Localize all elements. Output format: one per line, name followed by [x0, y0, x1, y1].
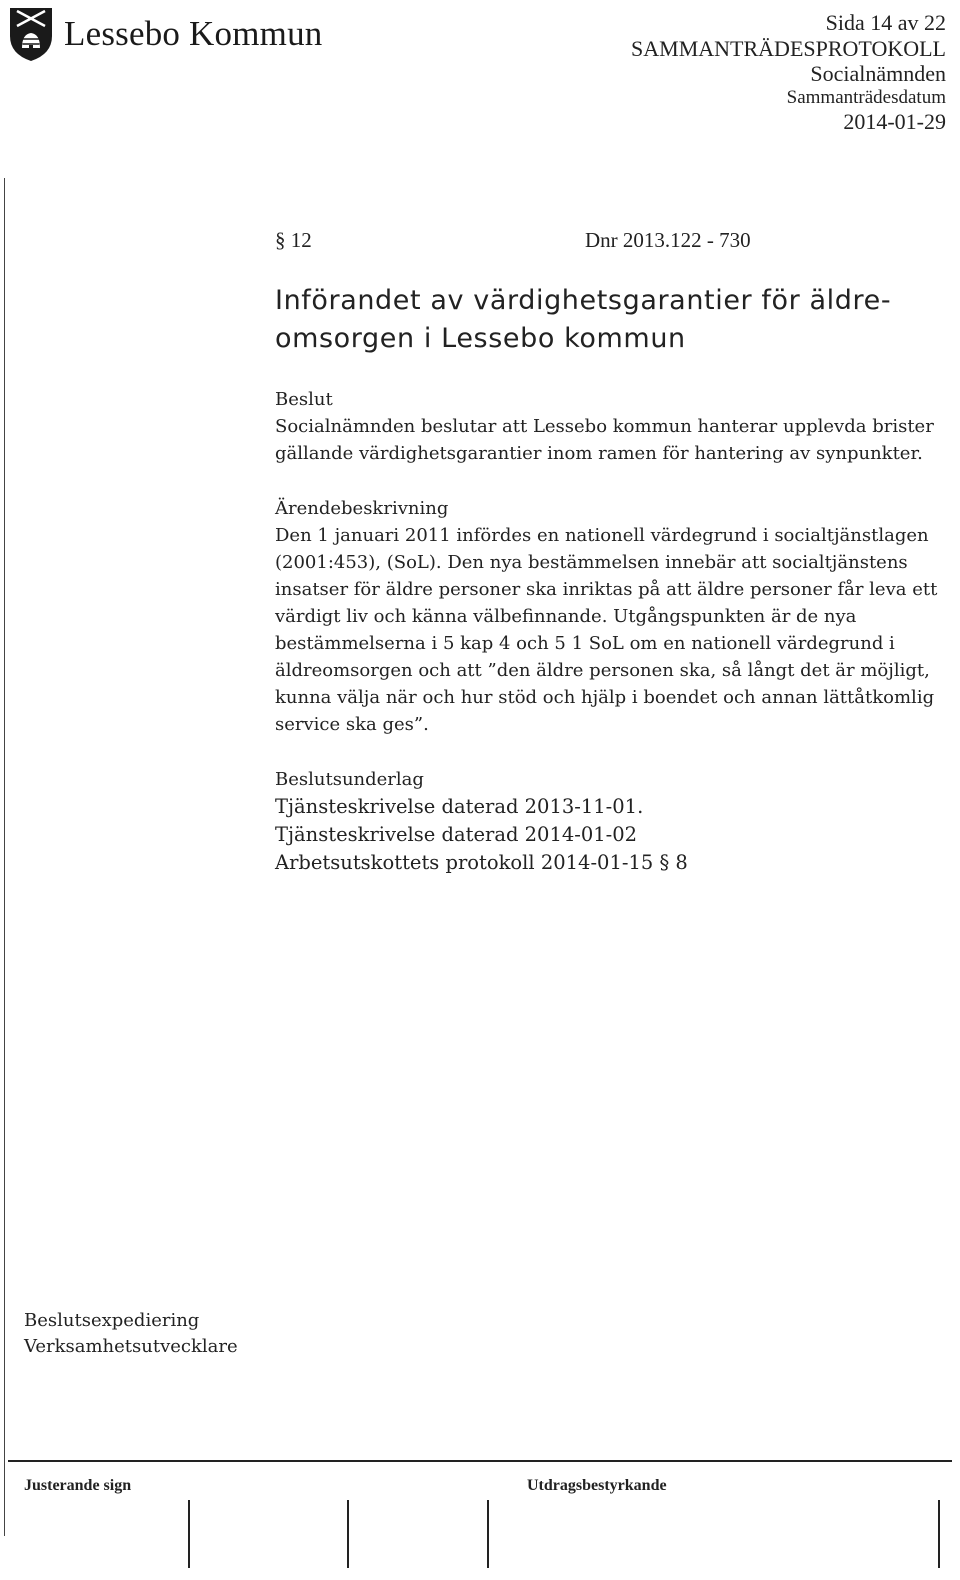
section-title: Införandet av värdighetsgarantier för äldre-omsorgen i Lessebo kommun [275, 285, 892, 354]
description-text: Den 1 januari 2011 infördes en nationell värdegrund i socialtjänstlagen (2001:453), (SoL). Den nya bestämmelsen innebär att socialtjänstens insatser för äldre personer ska inriktas på att äldre personer får leva ett värdigt liv och känna välbefinnande. Utgångspunkten är de nya bestämmelserna i 5 kap 4 och 5 1 SoL om en nationell värdegrund i äldreomsorgen och att ”den äldre personen ska, så långt det är möjligt, kunna välja när och hur stöd och hjälp i boendet och annan lättåtkomlig service ska ges”. [275, 525, 938, 735]
expedition-heading: Beslutsexpediering [24, 1310, 200, 1331]
margin-line [4, 1500, 5, 1532]
certify-label: Utdragsbestyrkande [527, 1477, 667, 1494]
margin-line [4, 178, 5, 1536]
expedition-block [24, 1308, 238, 1360]
signature-field [188, 1500, 190, 1568]
basis-item: Tjänsteskrivelse daterad 2013-11-01. [275, 795, 644, 818]
case-number: Dnr 2013.122 - 730 [585, 228, 751, 252]
signature-field [938, 1500, 940, 1568]
basis-list [275, 793, 951, 877]
date-label: Sammanträdesdatum [786, 86, 946, 108]
decision-text: Socialnämnden beslutar att Lessebo kommun hanterar upplevda brister gällande värdighetsgarantier inom ramen för hantering av synpunkter. [275, 416, 934, 464]
decision-heading: Beslut [275, 389, 333, 410]
document-type: SAMMANTRÄDESPROTOKOLL [631, 35, 946, 61]
minutes-section [275, 224, 951, 877]
page-number: Sida 14 av 22 [825, 10, 946, 35]
coat-of-arms-icon [6, 4, 56, 64]
signature-field [347, 1500, 349, 1568]
signature-field [487, 1500, 489, 1568]
org-name: Lessebo Kommun [64, 14, 323, 53]
footer-divider [8, 1460, 952, 1462]
basis-item: Arbetsutskottets protokoll 2014-01-15 § 8 [275, 851, 688, 874]
document-header [631, 10, 946, 134]
meeting-date: 2014-01-29 [843, 108, 946, 134]
paragraph-number: § 12 [275, 228, 312, 252]
description-heading: Ärendebeskrivning [275, 498, 449, 519]
expedition-recipient: Verksamhetsutvecklare [24, 1336, 238, 1357]
basis-item: Tjänsteskrivelse daterad 2014-01-02 [275, 823, 638, 846]
logo [6, 4, 322, 64]
sign-label: Justerande sign [24, 1477, 132, 1494]
basis-heading: Beslutsunderlag [275, 769, 424, 790]
committee-name: Socialnämnden [810, 61, 946, 87]
section-identifier [275, 224, 951, 258]
